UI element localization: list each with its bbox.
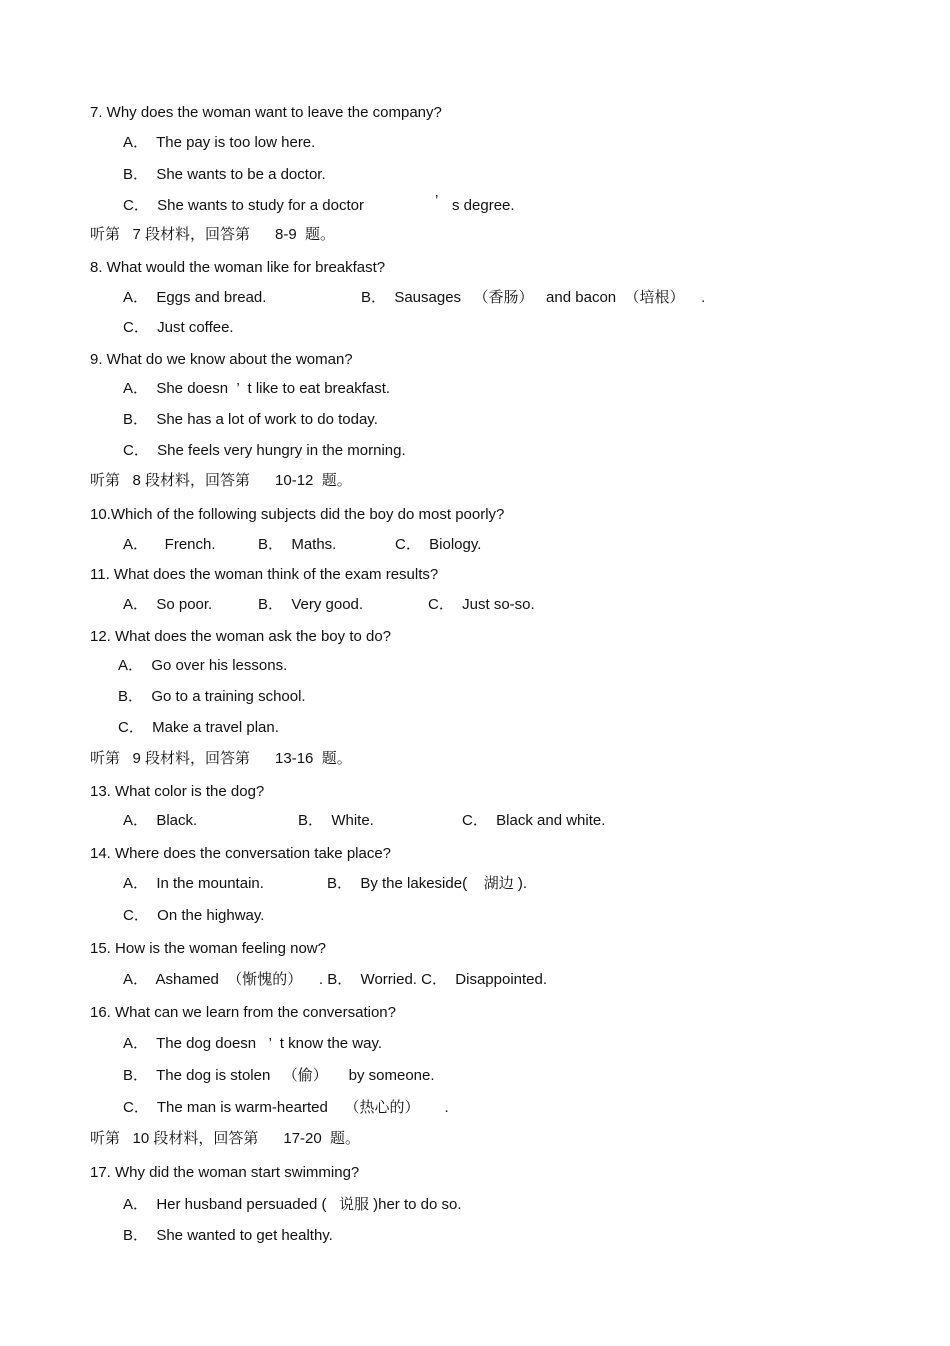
option-10c: C． Biology. <box>395 536 482 553</box>
option-11c: C． Just so-so. <box>428 596 535 613</box>
option-7a: A． The pay is too low here. <box>123 134 316 151</box>
option-9b: B． She has a lot of work to do today. <box>123 411 378 428</box>
question-10: 10.Which of the following subjects did the boy do most poorly? <box>90 506 505 523</box>
section-heading-8: 听第 8 段材料，回答第 10-12 题。 <box>90 472 352 489</box>
option-13a: A． Black. <box>123 812 198 829</box>
question-8: 8. What would the woman like for breakfast? <box>90 259 386 276</box>
section-heading-10: 听第 10 段材料，回答第 17-20 题。 <box>90 1130 361 1147</box>
question-15: 15. How is the woman feeling now? <box>90 940 326 957</box>
option-12a: A． Go over his lessons. <box>118 657 288 674</box>
question-13: 13. What color is the dog? <box>90 783 265 800</box>
option-14a: A． In the mountain. <box>123 875 264 892</box>
option-14c: C． On the highway. <box>123 907 265 924</box>
options-15: A． Ashamed （惭愧的） . B． Worried. C． Disappointed. <box>123 971 548 988</box>
option-9a: A． She doesn ’ t like to eat breakfast. <box>123 380 391 397</box>
option-7c-apostrophe: ’ <box>435 192 439 209</box>
option-12c: C． Make a travel plan. <box>118 719 279 736</box>
option-10a: A． French. <box>123 536 216 553</box>
option-11a: A． So poor. <box>123 596 213 613</box>
question-9: 9. What do we know about the woman? <box>90 351 353 368</box>
option-8a: A． Eggs and bread. <box>123 289 267 306</box>
question-11: 11. What does the woman think of the exam results? <box>90 566 439 583</box>
option-7c: C． She wants to study for a doctor <box>123 197 364 214</box>
question-17: 17. Why did the woman start swimming? <box>90 1164 360 1181</box>
option-13c: C． Black and white. <box>462 812 606 829</box>
option-7b: B． She wants to be a doctor. <box>123 166 326 183</box>
option-12b: B． Go to a training school. <box>118 688 306 705</box>
question-16: 16. What can we learn from the conversation? <box>90 1004 396 1021</box>
option-10b: B． Maths. <box>258 536 337 553</box>
option-17a: A． Her husband persuaded ( 说服 )her to do so. <box>123 1196 462 1213</box>
option-7c-end: s degree. <box>452 197 515 214</box>
question-14: 14. Where does the conversation take place? <box>90 845 392 862</box>
option-16c: C． The man is warm-hearted （热心的） . <box>123 1099 449 1116</box>
option-11b: B． Very good. <box>258 596 364 613</box>
section-heading-7: 听第 7 段材料，回答第 8-9 题。 <box>90 226 336 243</box>
option-16a: A． The dog doesn ’ t know the way. <box>123 1035 383 1052</box>
option-9c: C． She feels very hungry in the morning. <box>123 442 406 459</box>
option-8b: B． Sausages （香肠） and bacon （培根） . <box>361 289 706 306</box>
question-12: 12. What does the woman ask the boy to do? <box>90 628 392 645</box>
question-7: 7. Why does the woman want to leave the company? <box>90 104 442 121</box>
option-16b: B． The dog is stolen （偷） by someone. <box>123 1067 435 1084</box>
option-13b: B． White. <box>298 812 374 829</box>
option-8c: C． Just coffee. <box>123 319 234 336</box>
option-17b: B． She wanted to get healthy. <box>123 1227 333 1244</box>
option-14b: B． By the lakeside( 湖边 ). <box>327 875 528 892</box>
section-heading-9: 听第 9 段材料，回答第 13-16 题。 <box>90 750 352 767</box>
